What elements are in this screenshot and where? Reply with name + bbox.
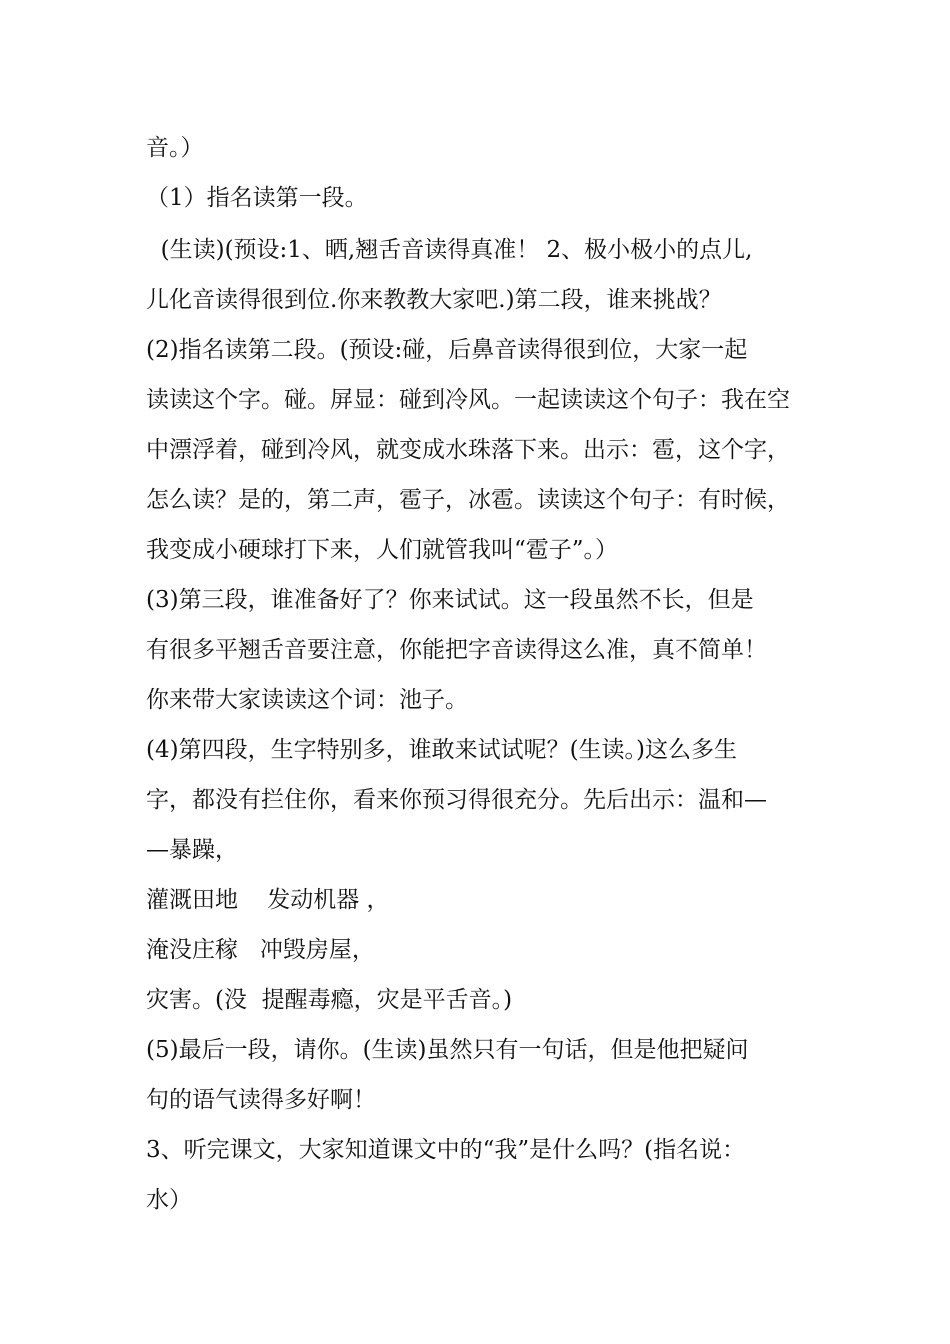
text-line: 句的语气读得多好啊！ — [146, 1087, 376, 1113]
text-line: 3、听完课文，大家知道课文中的“我”是什么吗？(指名说： — [146, 1137, 746, 1163]
text-line: 字，都没有拦住你，看来你预习得很充分。先后出示：温和— — [146, 787, 767, 813]
text-line: 水） — [146, 1187, 192, 1213]
text-line: —暴躁， — [146, 837, 238, 863]
text-line: (5)最后一段，请你。(生读)虽然只有一句话，但是他把疑问 — [146, 1037, 749, 1063]
text-line: 读读这个字。碰。屏显：碰到冷风。一起读读这个句子：我在空 — [146, 387, 790, 413]
text-line: 灾害。(没 提醒毒瘾，灾是平舌音。) — [146, 987, 513, 1013]
text-line: 音。） — [146, 135, 204, 161]
text-line: 你来带大家读读这个词：池子。 — [146, 687, 468, 713]
text-line: (2)指名读第二段。(预设:碰，后鼻音读得很到位，大家一起 — [146, 337, 748, 363]
text-line: (生读)(预设:1、晒,翘舌音读得真准！ 2、极小极小的点儿, — [146, 237, 753, 263]
text-line: 我变成小硬球打下来，人们就管我叫“雹子”。） — [146, 537, 619, 563]
text-line: (4)第四段，生字特别多，谁敢来试试呢？(生读。)这么多生 — [146, 737, 738, 763]
text-line: 灌溉田地 发动机器 ， — [146, 887, 390, 913]
text-line: 儿化音读得很到位.你来教教大家吧.)第二段，谁来挑战？ — [146, 287, 722, 313]
text-line: 怎么读？是的，第二声，雹子，冰雹。读读这个句子：有时候， — [146, 487, 790, 513]
text-line: 淹没庄稼 冲毁房屋， — [146, 937, 375, 963]
text-line: 有很多平翘舌音要注意，你能把字音读得这么准，真不简单！ — [146, 637, 767, 663]
text-line: 中漂浮着，碰到冷风，就变成水珠落下来。出示：雹，这个字， — [146, 437, 790, 463]
text-line: （1）指名读第一段。 — [146, 185, 368, 211]
text-line: (3)第三段，谁准备好了？你来试试。这一段虽然不长，但是 — [146, 587, 754, 613]
